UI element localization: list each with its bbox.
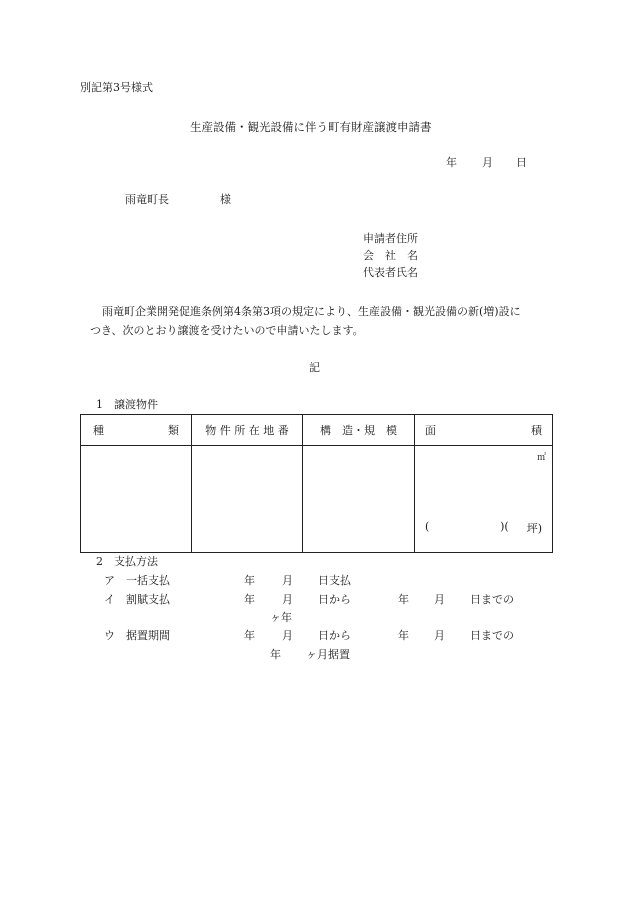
table-row bbox=[81, 446, 553, 553]
body-line-2: つき、次のとおり譲渡を受けたいので申請いたします。 bbox=[90, 324, 364, 337]
date-year: 年 bbox=[446, 156, 457, 169]
cell-type[interactable] bbox=[81, 446, 192, 553]
header-area: 面 積 bbox=[415, 415, 553, 446]
body-line-1: 雨竜町企業開発促進条例第4条第3項の規定により、生産設備・観光設備の新(増)設に bbox=[102, 305, 521, 318]
cell-structure[interactable] bbox=[303, 446, 415, 553]
header-type: 種 類 bbox=[81, 415, 192, 446]
header-structure: 構 造・規 模 bbox=[303, 415, 415, 446]
ki-marker: 記 bbox=[309, 361, 320, 374]
transfer-items-table bbox=[80, 414, 553, 553]
table-header-row bbox=[81, 415, 553, 446]
area-unit: ㎡ bbox=[536, 453, 546, 463]
section2-heading: 2 支払方法 bbox=[96, 555, 158, 568]
addressee-honorific: 様 bbox=[220, 193, 231, 206]
addressee-name: 雨竜町長 bbox=[125, 193, 169, 206]
form-number: 別記第3号様式 bbox=[80, 81, 153, 94]
date-day: 日 bbox=[516, 156, 527, 169]
document-title: 生産設備・観光設備に伴う町有財産譲渡申請書 bbox=[190, 120, 432, 134]
section1-heading: 1 譲渡物件 bbox=[96, 398, 158, 411]
applicant-company-label: 会 社 名 bbox=[363, 249, 418, 262]
date-month: 月 bbox=[482, 156, 493, 169]
tsubo-conversion: ( )( 坪) bbox=[425, 520, 542, 535]
cell-location[interactable] bbox=[192, 446, 303, 553]
applicant-representative-label: 代表者氏名 bbox=[363, 266, 418, 279]
applicant-address-label: 申請者住所 bbox=[363, 232, 418, 245]
cell-area[interactable] bbox=[415, 446, 553, 553]
header-location: 物 件 所 在 地 番 bbox=[192, 415, 303, 446]
